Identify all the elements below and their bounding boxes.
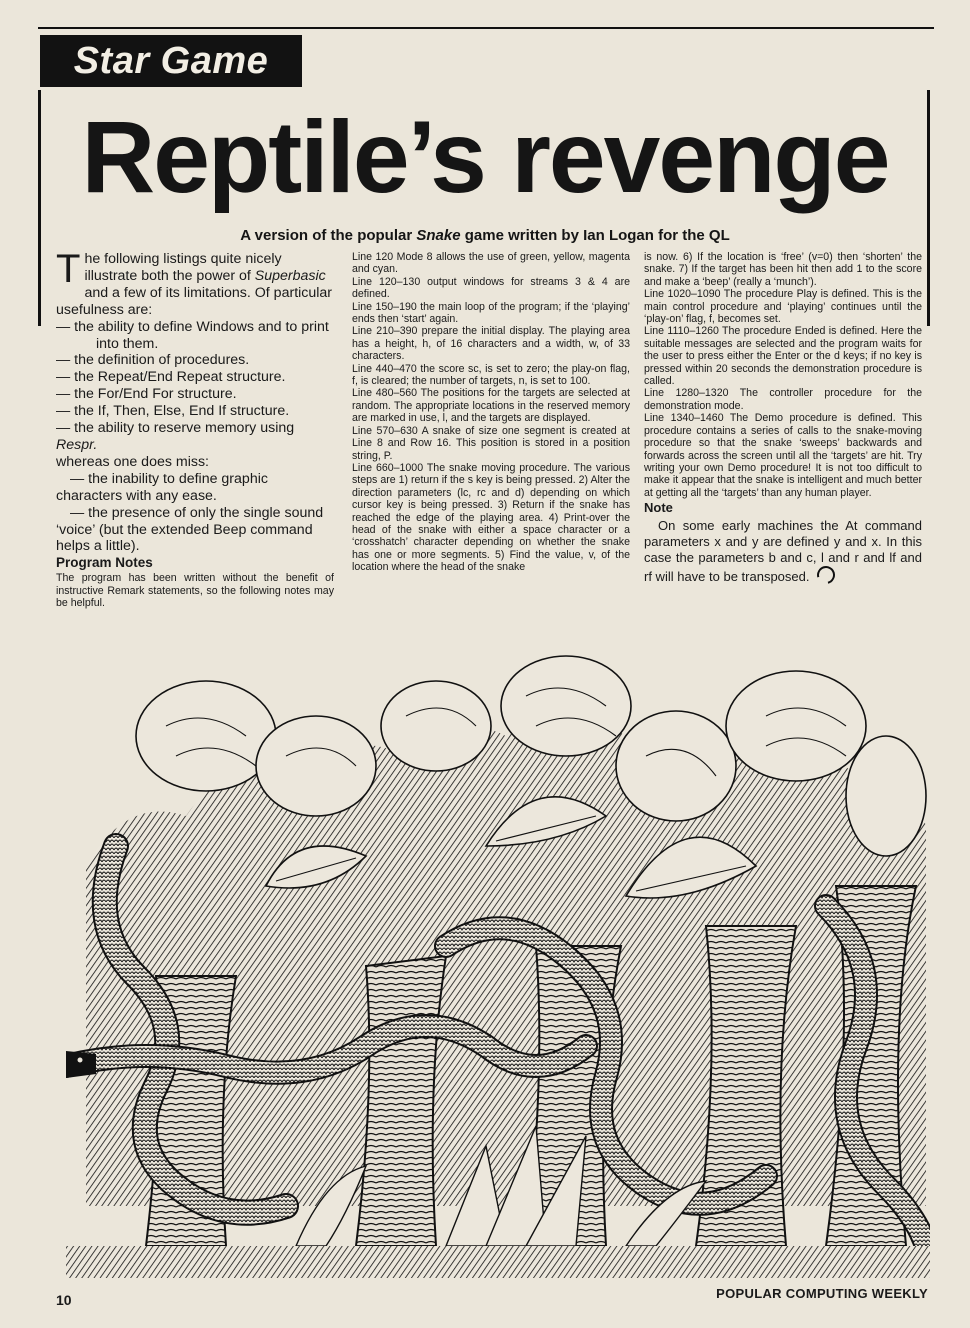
- note-paragraph: Line 150–190 the main loop of the program; if the ‘playing’ ends then ‘start’ again.: [352, 300, 630, 326]
- column-3: [644, 251, 922, 585]
- end-mark-icon: [814, 562, 839, 587]
- program-notes-heading: Program Notes: [56, 555, 153, 571]
- list-item: — the For/End For structure.: [56, 386, 237, 403]
- respr-word: [56, 437, 334, 454]
- standfirst: [60, 226, 910, 246]
- note-paragraph: Line 120 Mode 8 allows the use of green, yellow, magenta and cyan.: [352, 251, 630, 276]
- standfirst-after: game written by Ian Logan for the QL: [460, 227, 730, 244]
- note-body: [644, 518, 922, 585]
- list-item: — the ability to define Windows and to print into them.: [56, 318, 329, 352]
- note-paragraph: is now. 6) If the location is ‘free’ (v=0) then ‘shorten’ the snake. 7) If the target has been hit then add 1 to the score and make a ‘beep’ (really a ‘munch’).: [644, 251, 922, 288]
- note-paragraph: Line 1280–1320 The controller procedure for the demonstration mode.: [644, 387, 922, 412]
- column-2: [352, 251, 630, 574]
- respr-em: Respr.: [56, 436, 98, 453]
- top-rule: [38, 27, 934, 29]
- miss-item-1: — the inability to define graphic characters with any ease.: [56, 470, 268, 504]
- intro-paragraph: [56, 247, 334, 319]
- column-1: [56, 247, 334, 610]
- note-paragraph: Line 480–560 The positions for the targets are selected at random. The appropriate locations in the reserved memory are marked in use, l, and the targets are displayed.: [352, 387, 630, 425]
- note-paragraph: Line 210–390 prepare the initial display. The playing area has a height, h, of 16 characters and a width, w, of 33 characters.: [352, 325, 630, 363]
- list-item: — the definition of procedures.: [56, 352, 250, 369]
- standfirst-snake: Snake: [416, 227, 461, 244]
- intro-tail: and a few of its limitations. Of particular usefulness are:: [56, 284, 333, 318]
- note-paragraph: Line 570–630 A snake of size one segment is created at Line 8 and Row 16. This position is stored in a position string, P.: [352, 424, 630, 462]
- program-notes-body: The program has been written without the benefit of instructive Remark statements, so the following notes may be helpful.: [56, 572, 334, 610]
- note-paragraph: Line 1110–1260 The procedure Ended is defined. Here the suitable messages are selected and the program waits for the user to press either the Enter or the d keys; if no key is pressed within 20 seconds the demonstration procedure is called.: [644, 325, 922, 388]
- note-paragraph: Line 440–470 the score sc, is set to zero; the play-on flag, f, is cleared; the number of targets, n, is set to 100.: [352, 362, 630, 388]
- whereas-line: whereas one does miss:: [56, 453, 209, 470]
- standfirst-before: A version of the popular: [240, 227, 417, 244]
- miss-item-2: — the presence of only the single sound ‘voice’ (but the extended Beep command helps a little).: [56, 504, 324, 555]
- page-number: 10: [56, 1292, 72, 1308]
- drop-cap: T: [56, 247, 81, 291]
- list-item-respr: — the ability to reserve memory using: [56, 420, 295, 437]
- note-heading: Note: [644, 500, 673, 516]
- jungle-snake-illustration: [66, 646, 930, 1278]
- frame-left-rule: [38, 90, 41, 326]
- list-item: — the Repeat/End Repeat structure.: [56, 369, 286, 386]
- note-paragraph: Line 660–1000 The snake moving procedure. The various steps are 1) return if the s key is being pressed. 2) Alter the direction parameters (lc, rc and d) depending on which cursor key is being pressed. 3) Return if the snake has reached the edge of the playing area. 4) Print-over the head of the snake with either a space character or a ‘crosshatch’ character depending on whether the snake has one or more segments. 5) Find the value, v, of the location where the head of the snake: [352, 461, 630, 574]
- section-kicker: Star Game: [40, 35, 302, 87]
- intro-text: he following listings quite nicely illustrate both the power of: [84, 251, 282, 284]
- note-paragraph: Line 1340–1460 The Demo procedure is defined. This procedure contains a series of calls to the snake-moving procedure so that the snake ‘sweeps’ backwards and forwards across the screen until all the ‘targets’ are hit. Try writing your own Demo procedure! It is not too difficult to make it appear that the snake is intelligent and much better at getting all the ‘targets’ than any human player.: [644, 412, 922, 499]
- frame-right-rule: [927, 90, 930, 326]
- note-body-text: On some early machines the At command parameters x and y are defined y and x. In this case the parameters b and c, l and r and lf and rf will have to be transposed.: [644, 517, 922, 584]
- magazine-name: POPULAR COMPUTING WEEKLY: [716, 1286, 928, 1301]
- note-paragraph: Line 1020–1090 The procedure Play is defined. This is the main control procedure and ‘playing’ continues until the ‘play-on’ flag, f, becomes set.: [644, 288, 922, 326]
- list-item: — the If, Then, Else, End If structure.: [56, 403, 290, 420]
- intro-em: Superbasic: [254, 267, 326, 284]
- headline: Reptile’s revenge: [81, 100, 889, 214]
- note-paragraph: Line 120–130 output windows for streams 3 & 4 are defined.: [352, 275, 630, 301]
